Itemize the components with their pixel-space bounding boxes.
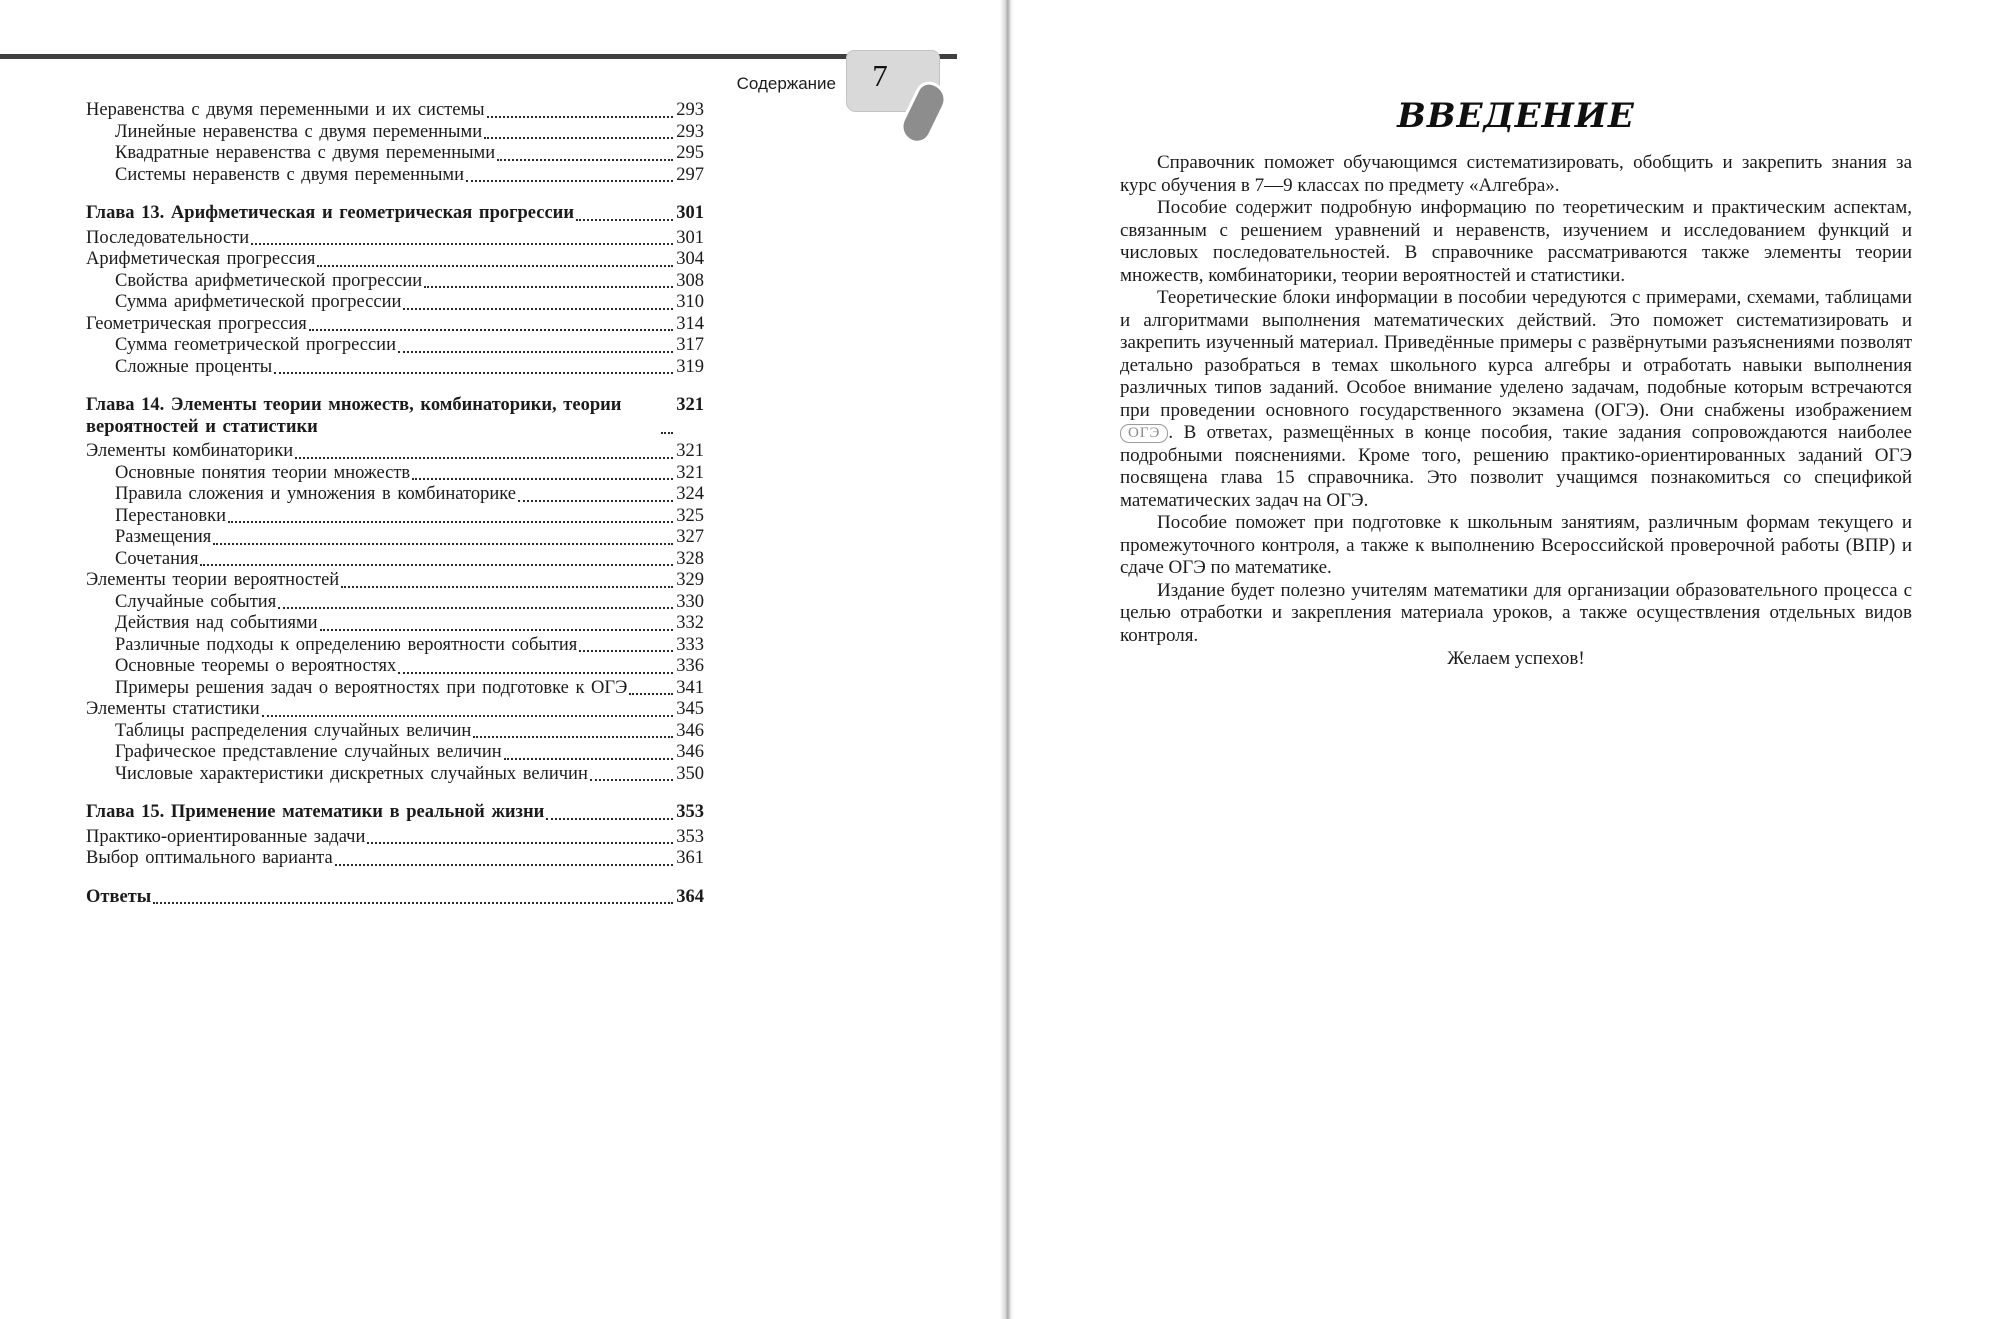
toc-dot-leader [335, 864, 674, 866]
toc-dot-leader [504, 758, 674, 760]
toc-entry-title: Числовые характеристики дискретных случайных величин [115, 763, 588, 784]
toc-entry-page: 341 [676, 677, 704, 698]
toc-dot-leader [398, 672, 673, 674]
page-number-tab [846, 50, 956, 150]
toc-entry [86, 314, 704, 336]
intro-paragraph [1120, 580, 1912, 648]
toc-entry-page: 353 [676, 802, 704, 822]
toc-entry [86, 802, 704, 824]
toc-entry-page: 327 [676, 527, 704, 547]
intro-text-segment: Теоретические блоки информации в пособии чередуются с примерами, схемами, таблицами и алгоритмами выполнения математических действий. Это поможет систематизировать и закрепить изученный материал. Приведённые примеры с развёрнутыми разъяснениями позволят детально разобраться в темах школьного курса алгебры и отработать навыки выполнения различных типов заданий. Особое внимание уделено задачам, подобные которым встречаются при проведении основного государственного экзамена (ОГЭ). Они снабжены изображением [1120, 287, 1912, 421]
toc-entry-page: 364 [676, 886, 704, 907]
toc-entry-page: 353 [676, 826, 704, 847]
toc-entry-title: Неравенства с двумя переменными и их системы [86, 100, 485, 120]
toc-entry [86, 395, 704, 438]
toc-entry [86, 249, 704, 271]
toc-entry-title: Различные подходы к определению вероятности события [115, 634, 578, 655]
toc-entry [86, 764, 704, 786]
toc-entry [86, 549, 704, 571]
toc-entry-page: 301 [676, 203, 704, 223]
toc-entry-page: 321 [676, 462, 704, 483]
toc-dot-leader [251, 243, 673, 245]
intro-paragraph [1120, 512, 1912, 580]
toc-entry-title: Действия над событиями [115, 613, 318, 633]
toc-entry-page: 330 [676, 591, 704, 612]
toc-entry [86, 271, 704, 293]
toc-dot-leader [590, 779, 673, 781]
toc-entry [86, 699, 704, 721]
toc-entry-page: 321 [676, 395, 704, 415]
toc-entry [86, 887, 704, 909]
toc-entry-title: Свойства арифметической прогрессии [115, 270, 423, 291]
toc-dot-leader [497, 159, 673, 161]
toc-entry-title: Последовательности [86, 227, 250, 248]
intro-paragraph [1120, 287, 1912, 512]
toc-entry-title: Сумма геометрической прогрессии [115, 335, 396, 355]
introduction-title: ВВЕДЕНИЕ [1397, 96, 1635, 136]
toc-entry [86, 592, 704, 614]
toc-dot-leader [576, 219, 673, 221]
toc-dot-leader [317, 265, 673, 267]
toc-dot-leader [262, 715, 674, 717]
toc-entry-title: Геометрическая прогрессия [86, 313, 307, 334]
intro-text-segment: Издание будет полезно учителям математики для организации образовательного процесса с целью отработки и закрепления материала уроков, а также осуществления отдельных видов контроля. [1120, 579, 1912, 646]
toc-dot-leader [295, 457, 673, 459]
toc-dot-leader [424, 286, 673, 288]
toc-entry [86, 484, 704, 506]
toc-entry-page: 295 [676, 143, 704, 163]
toc-entry [86, 335, 704, 357]
toc-entry [86, 165, 704, 187]
toc-entry [86, 635, 704, 657]
toc-entry-page: 329 [676, 570, 704, 590]
intro-paragraphs [1120, 152, 1912, 647]
toc-entry-page: 328 [676, 548, 704, 569]
toc-entry-title: Глава 15. Применение математики в реальной жизни [86, 802, 545, 822]
toc-entry-title: Примеры решения задач о вероятностях при подготовке к ОГЭ [115, 677, 628, 698]
toc-entry-title: Правила сложения и умножения в комбинаторике [115, 484, 516, 504]
toc-entry-page: 350 [676, 763, 704, 784]
toc-entry-page: 361 [676, 848, 704, 868]
toc-entry-page: 319 [676, 356, 704, 377]
toc-entry-page: 293 [676, 100, 704, 120]
toc-entry [86, 292, 704, 314]
toc-entry-title: Глава 13. Арифметическая и геометрическая прогрессии [86, 203, 574, 223]
toc-entry-page: 325 [676, 505, 704, 526]
toc-entry-page: 346 [676, 720, 704, 741]
toc-entry-title: Сочетания [115, 548, 199, 569]
toc-entry [86, 570, 704, 592]
toc-entry-page: 324 [676, 484, 704, 504]
toc-dot-leader [579, 650, 673, 652]
toc-entry-title: Размещения [115, 527, 212, 547]
toc-entry [86, 613, 704, 635]
toc-entry [86, 656, 704, 678]
intro-text-segment: Пособие содержит подробную информацию по теоретическим и практическим аспектам, связанным с решением уравнений и неравенств, изучением и исследованием функций и числовых последовательностей. В справочнике рассматриваются также элементы теории множеств, комбинаторики, теории вероятностей и статистики. [1120, 197, 1912, 286]
toc-dot-leader [309, 329, 673, 331]
toc-dot-leader [398, 351, 673, 353]
toc-entry-title: Системы неравенств с двумя переменными [115, 164, 465, 185]
header-rule [0, 54, 957, 59]
toc-entry-title: Практико-ориентированные задачи [86, 826, 366, 847]
toc-entry [86, 143, 704, 165]
page-right-introduction [1014, 0, 2016, 1319]
toc-entry-page: 346 [676, 742, 704, 762]
closing-line: Желаем успехов! [1447, 648, 1585, 669]
toc-entry [86, 721, 704, 743]
table-of-contents [86, 100, 704, 911]
toc-entry-page: 332 [676, 613, 704, 633]
toc-entry-title: Сумма арифметической прогрессии [115, 292, 402, 312]
toc-dot-leader [629, 693, 673, 695]
toc-entry [86, 742, 704, 764]
toc-entry-page: 304 [676, 249, 704, 269]
toc-dot-leader [403, 308, 673, 310]
toc-dot-leader [341, 586, 673, 588]
toc-dot-leader [484, 137, 673, 139]
toc-entry-page: 314 [676, 313, 704, 334]
toc-entry [86, 527, 704, 549]
toc-entry-title: Элементы статистики [86, 699, 260, 719]
toc-dot-leader [412, 478, 673, 480]
toc-entry-title: Основные теоремы о вероятностях [115, 656, 397, 676]
toc-dot-leader [153, 902, 673, 904]
toc-entry-page: 333 [676, 634, 704, 655]
toc-entry [86, 678, 704, 700]
contents-label: Содержание [736, 74, 836, 93]
toc-entry [86, 122, 704, 144]
toc-dot-leader [274, 372, 673, 374]
oge-badge: ОГЭ [1120, 424, 1168, 443]
toc-entry-page: 321 [676, 441, 704, 461]
intro-text-segment: Пособие поможет при подготовке к школьным занятиям, различным формам текущего и промежуточного контроля, а также к выполнению Всероссийской проверочной работы (ВПР) и сдаче ОГЭ по математике. [1120, 512, 1912, 578]
toc-entry-page: 310 [676, 292, 704, 312]
toc-entry-title: Случайные события [115, 591, 277, 612]
toc-entry-page: 308 [676, 270, 704, 291]
toc-dot-leader [200, 564, 673, 566]
toc-entry-page: 345 [676, 699, 704, 719]
toc-dot-leader [546, 818, 673, 820]
toc-entry-page: 336 [676, 656, 704, 676]
intro-paragraph [1120, 152, 1912, 197]
toc-dot-leader [661, 432, 673, 434]
toc-entry-title: Элементы комбинаторики [86, 441, 294, 461]
toc-entry-title: Таблицы распределения случайных величин [115, 720, 472, 741]
toc-entry [86, 441, 704, 463]
toc-dot-leader [320, 629, 674, 631]
running-head [0, 74, 836, 94]
toc-entry [86, 357, 704, 379]
introduction-body [1120, 152, 1912, 671]
toc-entry-title: Основные понятия теории множеств [115, 462, 411, 483]
page-number: 7 [872, 58, 888, 93]
toc-dot-leader [367, 842, 673, 844]
toc-entry [86, 848, 704, 870]
toc-dot-leader [213, 543, 673, 545]
intro-text-segment: . В ответах, размещённых в конце пособия, такие задания сопровождаются наиболее подробными пояснениями. Кроме того, решению практико-ориентированных заданий ОГЭ посвящена глава 15 справочника. Это позволит учащимся познакомиться со спецификой математических задач на ОГЭ. [1120, 422, 1912, 511]
page-left-contents [0, 0, 1002, 1319]
toc-entry [86, 463, 704, 485]
toc-dot-leader [473, 736, 673, 738]
toc-entry [86, 100, 704, 122]
toc-entry-title: Элементы теории вероятностей [86, 570, 340, 590]
toc-entry-page: 293 [676, 121, 704, 142]
intro-text-segment: Справочник поможет обучающимся систематизировать, обобщить и закрепить знания за курс обучения в 7—9 классах по предмету «Алгебра». [1120, 152, 1912, 196]
toc-entry-title: Выбор оптимального варианта [86, 848, 333, 868]
toc-entry-title: Арифметическая прогрессия [86, 249, 316, 269]
toc-entry-title: Перестановки [115, 505, 226, 526]
toc-entry-title: Квадратные неравенства с двумя переменными [115, 143, 496, 163]
toc-dot-leader [278, 607, 673, 609]
toc-entry-title: Ответы [86, 886, 152, 907]
toc-dot-leader [518, 500, 673, 502]
toc-entry-title: Линейные неравенства с двумя переменными [115, 121, 483, 142]
toc-entry [86, 228, 704, 250]
toc-entry-page: 297 [676, 164, 704, 185]
toc-dot-leader [228, 521, 673, 523]
toc-entry-page: 317 [676, 335, 704, 355]
toc-entry-title: Графическое представление случайных величин [115, 742, 502, 762]
toc-dot-leader [466, 180, 673, 182]
toc-dot-leader [487, 116, 674, 118]
toc-entry [86, 827, 704, 849]
toc-entry [86, 506, 704, 528]
toc-entry-title: Глава 14. Элементы теории множеств, комбинаторики, теории вероятностей и статистики [86, 395, 622, 437]
toc-entry-title: Сложные проценты [115, 356, 273, 377]
intro-paragraph [1120, 197, 1912, 287]
toc-entry-page: 301 [676, 227, 704, 248]
page-gutter [1000, 0, 1014, 1319]
toc-entry [86, 203, 704, 225]
